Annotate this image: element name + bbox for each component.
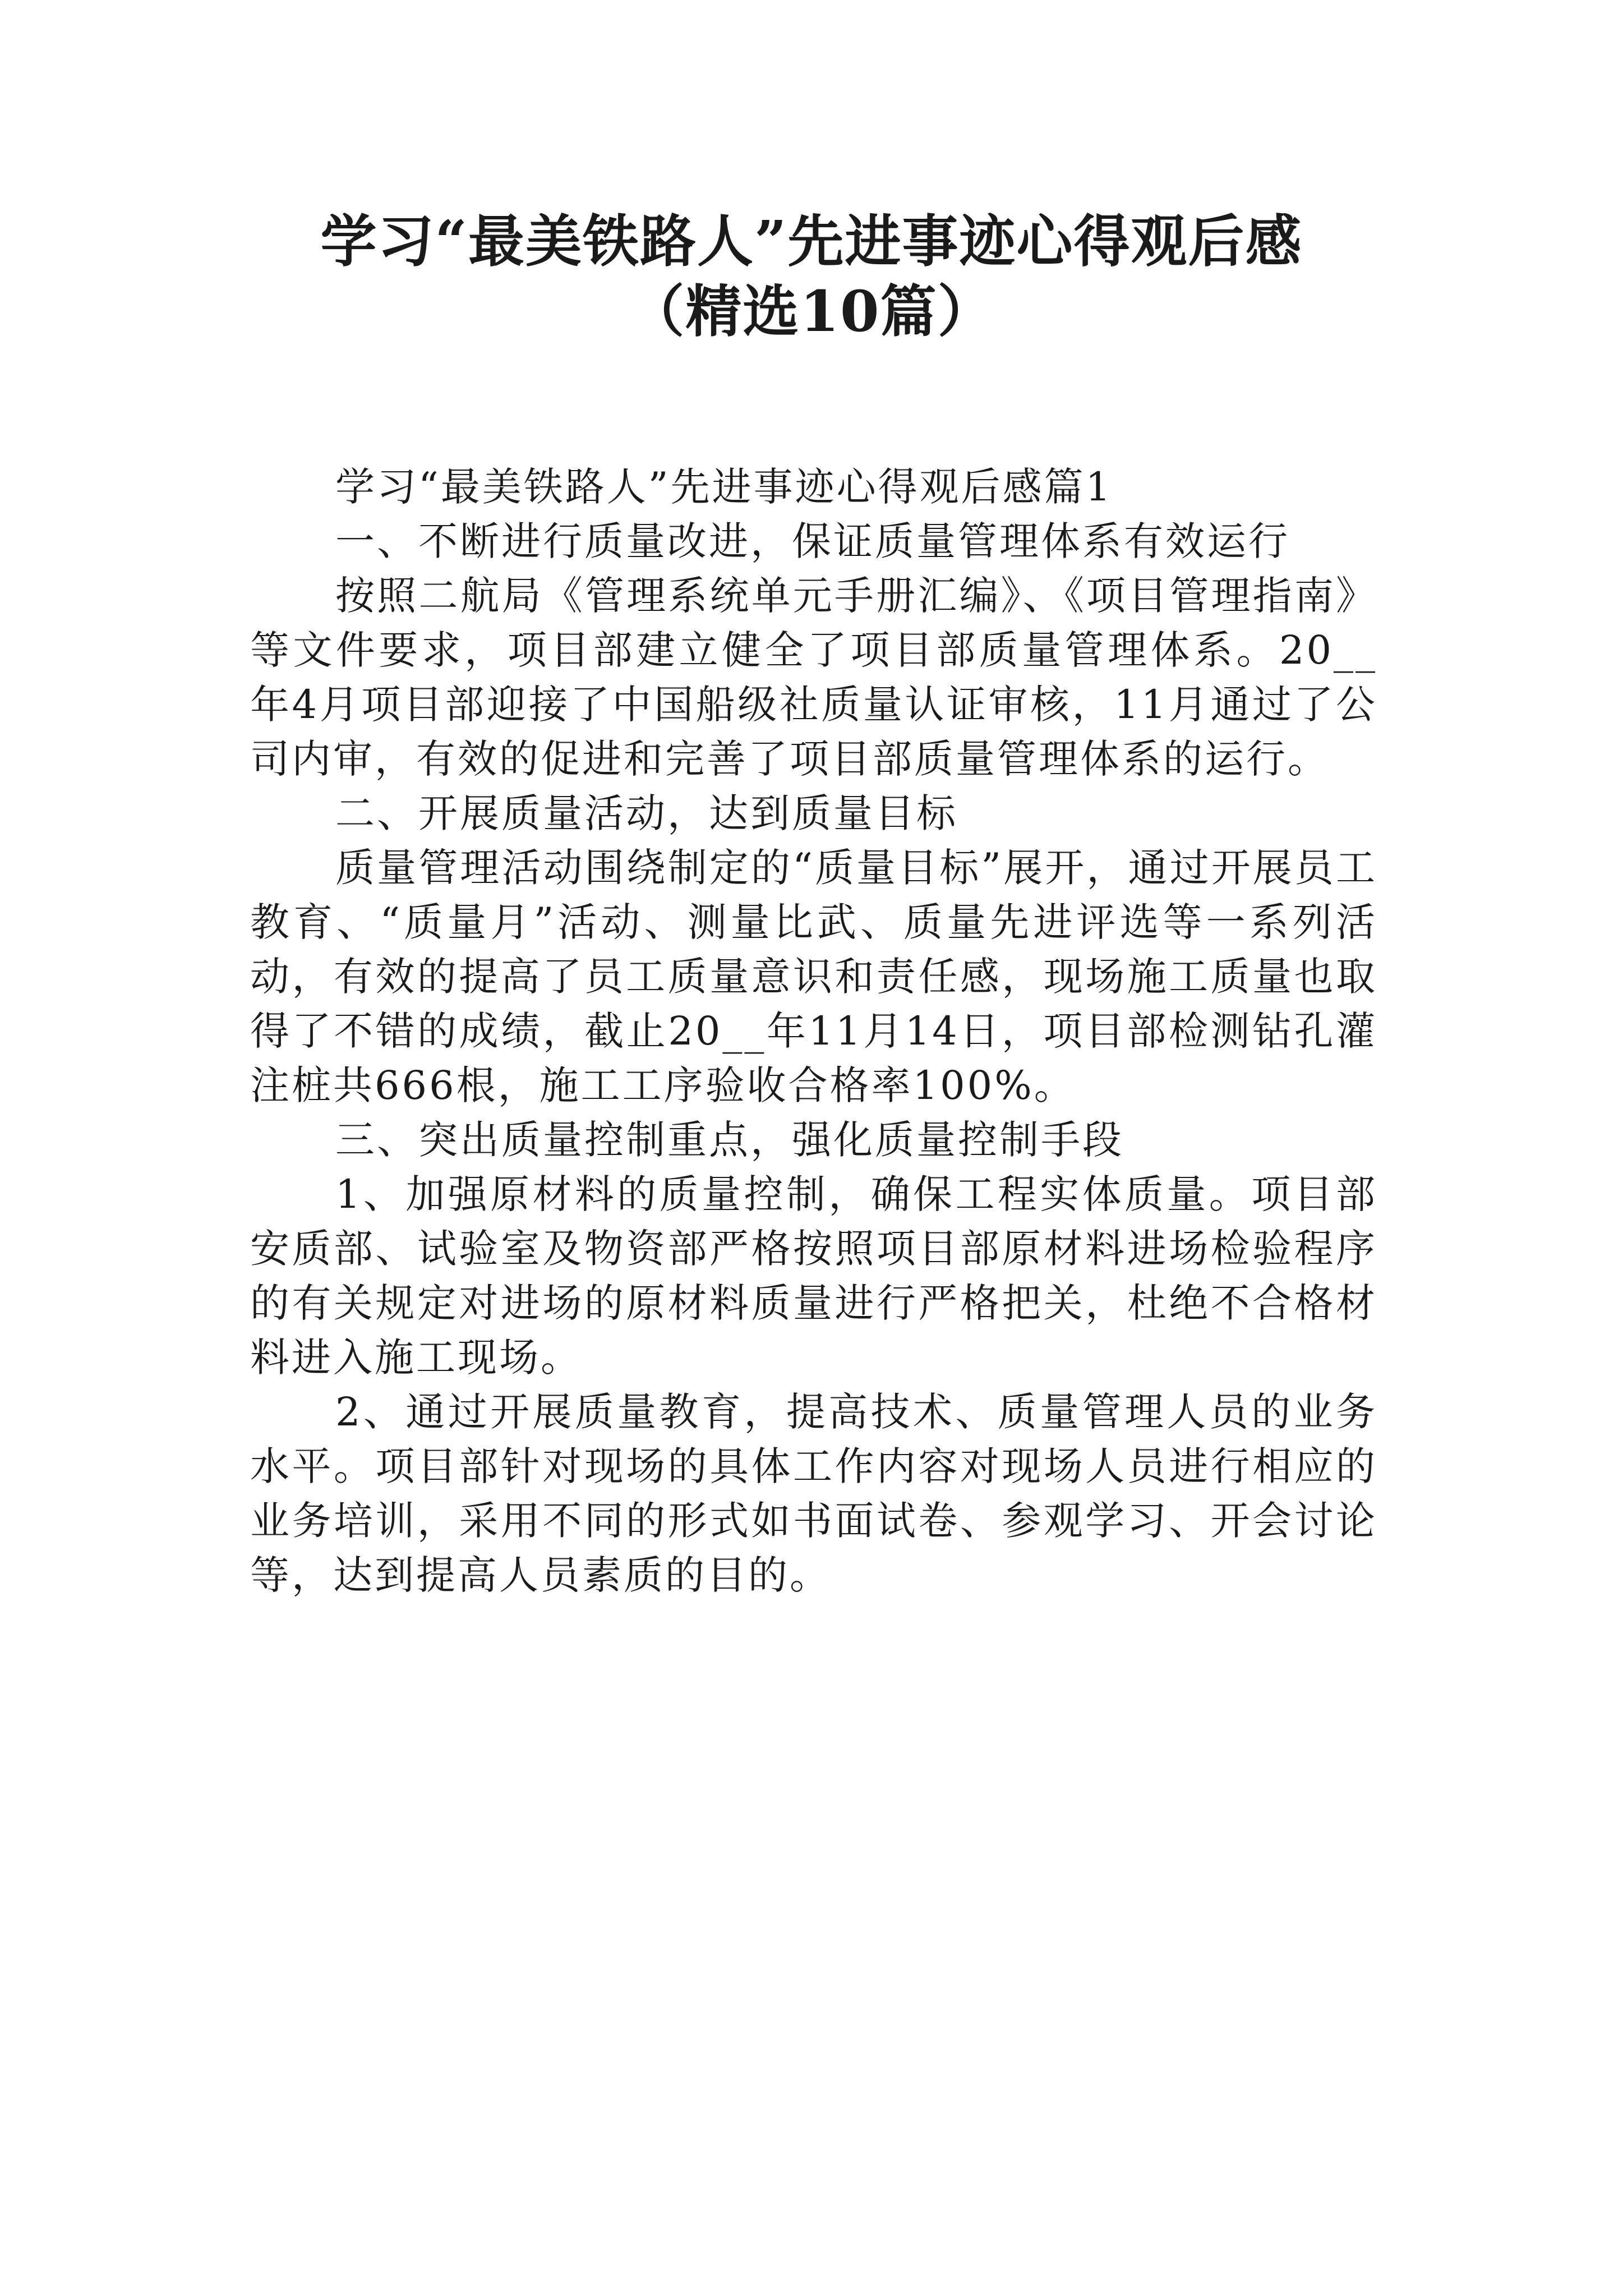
subheading-1: 一、不断进行质量改进，保证质量管理体系有效运行 <box>335 518 1290 564</box>
paragraph: 质量管理活动围绕制定的“质量目标”展开，通过开展员工教育、“质量月”活动、测量比武、质量先进评选等一系列活动，有效的提高了员工质量意识和责任感，现场施工质量也取得了不错的成绩，截止20__年11月14日，项目部检测钻孔灌注桩共666根，施工工序验收合格率100%。 <box>250 845 1377 1108</box>
subheading-2: 二、开展质量活动，达到质量目标 <box>335 790 958 836</box>
paragraph: 1、加强原材料的质量控制，确保工程实体质量。项目部安质部、试验室及物资部严格按照项目部原材料进场检验程序的有关规定对进场的原材料质量进行严格把关，杜绝不合格材料进入施工现场。 <box>250 1171 1377 1381</box>
document-title-line-2: （精选10篇） <box>628 278 995 344</box>
document-body <box>250 460 1377 1603</box>
document-title-line-1: 学习“最美铁路人”先进事迹心得观后感 <box>320 208 1303 274</box>
section-heading: 学习“最美铁路人”先进事迹心得观后感篇1 <box>335 464 1113 510</box>
paragraph: 2、通过开展质量教育，提高技术、质量管理人员的业务水平。项目部针对现场的具体工作内容对现场人员进行相应的业务培训，采用不同的形式如书面试卷、参观学习、开会讨论等，达到提高人员素质的目的。 <box>250 1389 1377 1598</box>
subheading-3: 三、突出质量控制重点，强化质量控制手段 <box>335 1117 1124 1163</box>
paragraph: 按照二航局《管理系统单元手册汇编》、《项目管理指南》等文件要求，项目部建立健全了项目部质量管理体系。20__年4月项目部迎接了中国船级社质量认证审核，11月通过了公司内审，有效的促进和完善了项目部质量管理体系的运行。 <box>250 573 1377 782</box>
